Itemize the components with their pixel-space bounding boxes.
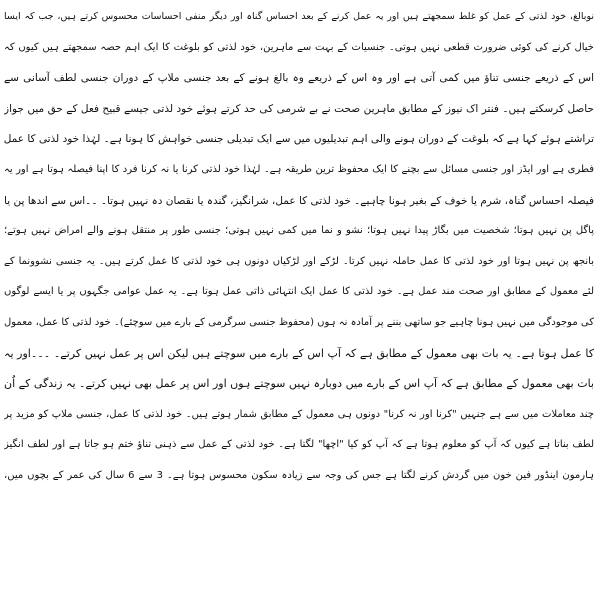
text-line: فطری ہے اور ایڈز اور جنسی مسائل سے بچنے کا ایک محفوظ ترین طریقہ ہے۔ لہٰذا خود لذتی کرنا یا نہ کرنا فرد کا اپنا فیصلہ ہوتا ہے اور یہ — [4, 163, 594, 175]
text-line: کا عمل ہوتا ہے۔ یہ بات بھی معمول کے مطابق ہے کہ آپ اس کے بارے میں سوچتے ہیں لیکن اس پر عمل نہیں کرتے۔ ۔۔۔اور یہ — [4, 346, 594, 360]
text-line: اس کے ذریعے جنسی تناؤ میں کمی آتی ہے اور وہ اس کے ذریعے وہ بالغ ہونے کے بعد جنسی ملاپ کے دوران جنسی لطف آسانی سے — [4, 72, 594, 85]
text-line: خیال کرنے کی کوئی ضرورت قطعی نہیں ہوتی۔ جنسیات کے بہت سے ماہرین، خود لذتی کو بلوغت کا ایک اہم حصہ سمجھتے ہیں کیوں کہ — [4, 41, 594, 53]
text-line: چند معاملات میں سے ہے جنہیں "کرنا اور نہ کرنا" دونوں ہی معمول کے مطابق شمار ہوتے ہیں۔ خود لذتی کا عمل، جنسی ملاپ کو مزید پر — [4, 408, 594, 420]
text-line: بانجھ پن نہیں ہوتا اور خود لذتی کا عمل حاملہ نہیں کرتا۔ لڑکے اور لڑکیاں دونوں ہی خود لذتی کا عمل کرتے ہیں۔ یہ جنسی نشوونما کے — [4, 255, 594, 267]
text-line: نوبالغ، خود لذتی کے عمل کو غلط سمجھتے ہیں اور یہ عمل کرنے کے بعد احساس گناہ اور دیگر منفی احساسات محسوس کرتے ہیں، جب کہ ایسا — [4, 11, 594, 22]
text-line: لئے معمول کے مطابق اور صحت مند عمل ہے۔ خود لذتی کا عمل ایک انتہائی ذاتی عمل ہوتا ہے۔ یہ عمل عوامی جگہوں پر یا ایسے لوگوں — [4, 286, 594, 298]
text-line: فیصلہ احساس گناہ، شرم یا خوف کے بغیر ہونا چاہیے۔ خود لذتی کا عمل، شرانگیز، گندہ یا نقصان دہ نہیں ہوتا۔ ۔۔اس سے اندھا پن یا — [4, 194, 594, 207]
text-line: تراشتے ہوئے کہا ہے کہ بلوغت کے دوران ہونے والی اہم تبدیلیوں میں سے ایک تبدیلی جنسی خواہش کا ہونا ہے۔ لہٰذا خود لذتی کا عمل — [4, 133, 594, 146]
text-line: بات بھی معمول کے مطابق ہے کہ آپ اس کے بارے میں دوبارہ نہیں سوچتے ہوں اور اس پر عمل بھی نہیں کرتے۔ یہ زندگی کے اُن — [4, 377, 594, 391]
text-line: کی موجودگی میں نہیں ہونا چاہیے جو ساتھی بننے پر آمادہ نہ ہوں (محفوظ جنسی سرگرمی کے بارے میں سوچئے)۔ خود لذتی کا عمل، معمول — [4, 316, 594, 328]
text-line: لطف بناتا ہے کیوں کہ آپ کو معلوم ہوتا ہے کہ آپ کو کیا "اچھا" لگتا ہے۔ خود لذتی کے عمل سے ذہنی تناؤ ختم ہو جاتا ہے اور لطف انگیز — [4, 439, 594, 451]
article-body — [4, 0, 594, 490]
text-line: حاصل کرسکتے ہیں۔ فنتر اک نیوز کے مطابق ماہرین صحت نے بے شرمی کی حد کرتے ہوئے خود لذتی جیسے قبیح فعل کے حق میں جواز — [4, 102, 594, 115]
text-line: پاگل پن نہیں ہوتا؛ شخصیت میں بگاڑ پیدا نہیں ہوتا؛ نشو و نما میں کمی نہیں ہوتی؛ جنسی طور پر منتقل ہونے والے امراض نہیں ہوتے؛ — [4, 225, 594, 237]
text-line: ہارمون اینڈور فین خون میں گردش کرنے لگتا ہے جس کی وجہ سے زیادہ سکون محسوس ہوتا ہے۔ 3 سے 6 سال کی عمر کے بچوں میں، — [4, 469, 594, 481]
